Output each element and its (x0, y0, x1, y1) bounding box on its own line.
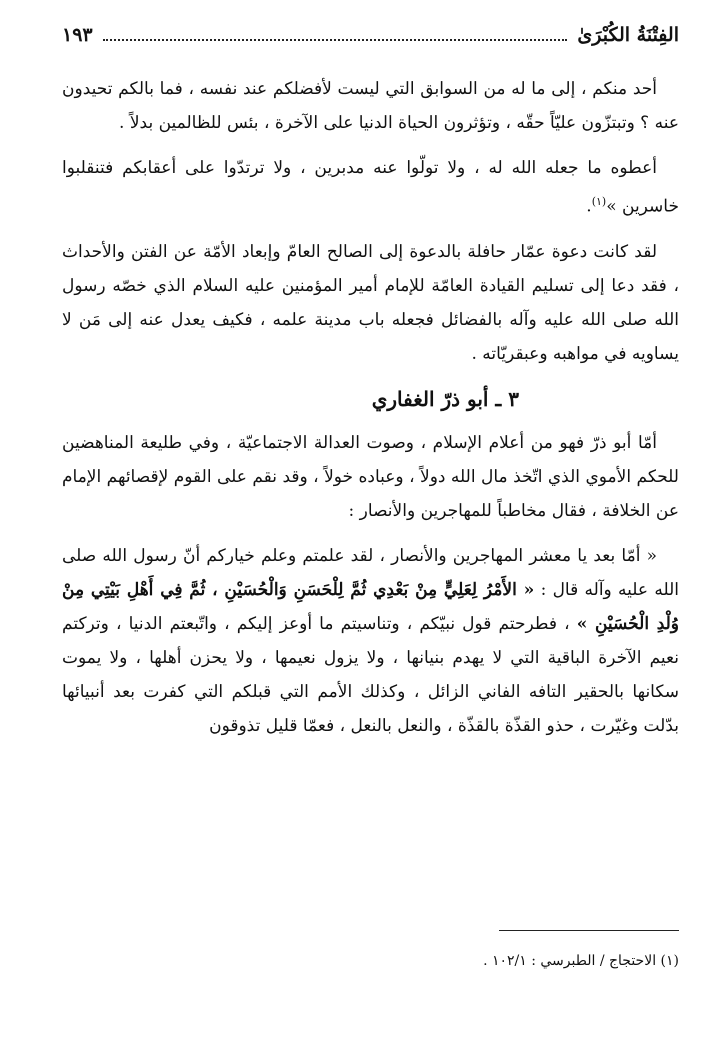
footnote-separator (499, 930, 679, 931)
paragraph-3 (62, 235, 679, 371)
body-text (62, 72, 679, 754)
paragraph-1-text: أحد منكم ، إلى ما له من السوابق التي ليست لأفضلكم عند نفسه ، فما بالكم تحيدون عنه ؟ وتبتزّون عليّاً حقّه ، وتؤثرون الحياة الدنيا على الآخرة ، بئس للظالمين بدلاً . (62, 79, 679, 133)
running-title: الفِتْنَةُ الكُبْرَىٰ (577, 24, 679, 46)
quote-before: « أمّا بعد يا معشر المهاجرين والأنصار ، لقد علمتم وعلم خياركم أنّ رسول الله صلى الله عليه وآله قال : (62, 545, 680, 600)
quote-after: ، فطرحتم قول نبيّكم ، وتناسيتم ما أوعز إليكم ، واتّبعتم الدنيا ، وتركتم نعيم الآخرة الباقية التي لا يهدم بنيانها ، ولا يزول نعيمها ، ولا يحزن أهلها ، ولا يموت سكانها بالحقير التافه الفاني الزائل ، وكذلك الأمم التي قبلكم التي كفرت بعد أنبيائها بدّلت وغيّرت ، حذو القذّة بالقذّة ، والنعل بالنعل ، فعمّا قليل تذوقون (62, 613, 679, 736)
hadith-text: « الأَمْرُ لِعَلِيٍّ مِنْ بَعْدِي ثُمَّ لِلْحَسَنِ وَالْحُسَيْنِ ، ثُمَّ فِي أَهْلِ بَيْتِي مِنْ وُلْدِ الْحُسَيْنِ » (62, 579, 680, 634)
page-number: ١٩٣ (62, 24, 93, 46)
paragraph-1 (62, 72, 679, 140)
paragraph-3-text: لقد كانت دعوة عمّار حافلة بالدعوة إلى الصالح العامّ وإبعاد الأمّة عن الفتن والأحداث ، فقد دعا إلى تسليم القيادة العامّة للإمام أمير المؤمنين عليه السلام الذي خصّه رسول الله صلى الله عليه وآله بالفضائل فجعله باب مدينة علمه ، فكيف يعدل عنه إلى مَن لا يساويه في مواهبه وعبقريّاته . (62, 241, 679, 364)
section-paragraph-1-text: أمّا أبو ذرّ فهو من أعلام الإسلام ، وصوت العدالة الاجتماعيّة ، وفي طليعة المناهضين للحكم الأموي الذي اتّخذ مال الله دولاً ، وعباده خولاً ، وقد نقم على القوم لإقصائهم الإمام عن الخلافة ، فقال مخاطباً للمهاجرين والأنصار : (62, 432, 679, 521)
paragraph-2-text: أعطوه ما جعله الله له ، ولا تولّوا عنه مدبرين ، ولا ترتدّوا على أعقابكم فتنقلبوا خاسرين » (62, 158, 679, 217)
footnote: (١) الاحتجاج / الطبرسي : ١٠٢/١ . (483, 953, 679, 969)
page-header (62, 24, 679, 58)
footnote-reference: (١) (591, 195, 607, 208)
section-paragraph-1 (62, 426, 679, 528)
paragraph-2: أعطوه ما جعله الله له ، ولا تولّوا عنه مدبرين ، ولا ترتدّوا على أعقابكم فتنقلبوا خاسرين »$^{(١)}$. (62, 158, 679, 217)
section-heading: ٣ ـ أبو ذرّ الغفاري (371, 386, 519, 411)
header-dot-leader (103, 25, 568, 41)
quote-paragraph (62, 539, 679, 743)
